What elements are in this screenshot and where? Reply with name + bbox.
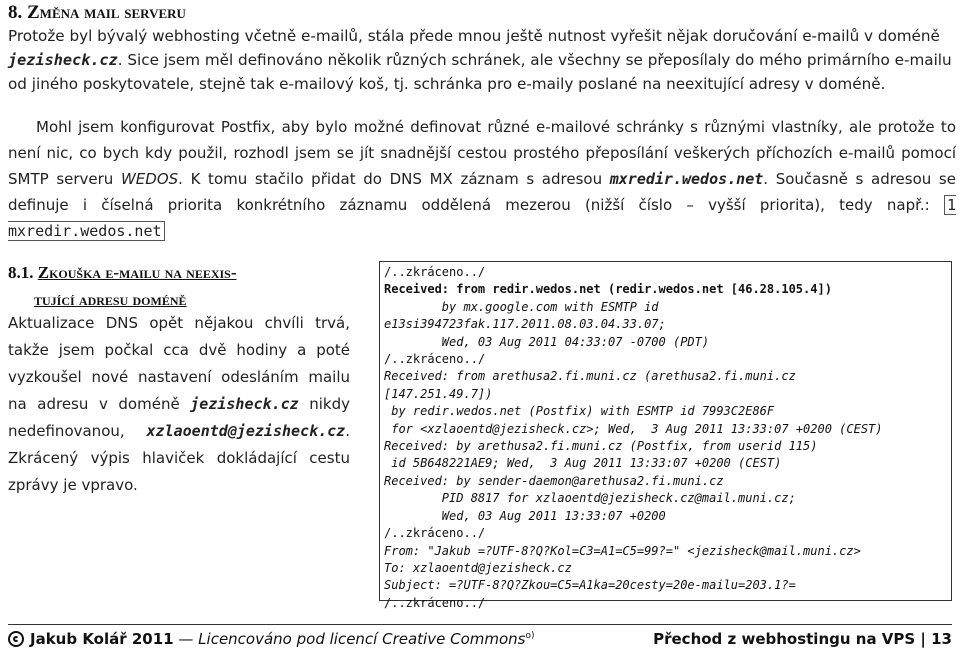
header-line: Received: from arethusa2.fi.muni.cz (arethusa2.fi.muni.cz [384, 369, 796, 384]
mx-record-example: 1 mxredir.wedos.net [8, 196, 956, 240]
config-text-3: . Současně s adresou se definuje i číselná priorita konkrétního záznamu oddělená mezerou (nižší číslo – vyšší priorita), tedy např.: [8, 170, 956, 214]
header-line: Received: from redir.wedos.net (redir.wedos.net [46.28.105.4]) [384, 282, 832, 297]
config-text-2: . K tomu stačilo přidat do DNS MX záznam s adresou [178, 170, 603, 188]
test-text-2: nikdy nedefinovanou, [8, 395, 350, 440]
email-headers-box [379, 261, 952, 610]
footer-divider [8, 624, 952, 625]
config-paragraph [8, 114, 956, 244]
footer-license: Licencováno pod licencí Creative Commons [198, 630, 526, 648]
footer-author: Jakub Kolář 2011 [30, 630, 174, 648]
header-line: Subject: =?UTF-8?Q?Zkou=C5=A1ka=20cesty=20e-mailu=203.1?= [384, 578, 796, 593]
section-heading [8, 2, 186, 24]
section-title: Změna mail serveru [27, 2, 186, 23]
test-text-1: Aktualizace DNS opět nějakou chvíli trvá, takže jsem počkal cca dvě hodiny a poté vyzkoušel nové nastavení odesláním mailu na adresu v doméně [8, 314, 350, 413]
header-line: /..zkráceno../ [384, 526, 486, 541]
header-line: /..zkráceno../ [384, 265, 486, 279]
header-line: Received: by arethusa2.fi.muni.cz (Postfix, from userid 115) [384, 439, 818, 454]
creative-commons-icon [8, 631, 24, 647]
intro-paragraph [8, 24, 952, 96]
header-line: PID 8817 for xzlaoentd@jezisheck.cz@mail.muni.cz; [384, 491, 796, 506]
intro-text-2: . Sice jsem měl definováno několik různých schránek, ale všechny se přeposílaly do mého primárního e-mailu od jiného poskytovatele, stejně tak e-mailový koš, tj. schránka pro e-maily poslané na neexitující adresy v doméně. [8, 51, 952, 93]
header-line: by redir.wedos.net (Postfix) with ESMTP id 7993C2E86F [384, 404, 775, 419]
page-footer [8, 630, 952, 652]
subsection-number: 8.1. [8, 263, 34, 282]
header-line: Wed, 03 Aug 2011 13:33:07 +0200 [384, 508, 666, 523]
header-line: id 5B648221AE9; Wed, 3 Aug 2011 13:33:07 +0200 (CEST) [384, 456, 782, 471]
header-line: /..zkráceno../ [384, 595, 486, 610]
header-line: From: "Jakub =?UTF-8?Q?Kol=C3=A1=C5=99?=" <jezisheck@mail.muni.cz> [384, 543, 861, 558]
subsection-title-line2: tující adresu doméně [34, 290, 187, 309]
test-text-3: . Zkrácený výpis hlaviček dokládající cestu zprávy je vpravo. [8, 422, 350, 494]
test-paragraph [8, 310, 350, 499]
footer-sup: o) [525, 631, 535, 641]
header-line: /..zkráceno../ [384, 352, 486, 367]
intro-domain: jezisheck.cz [8, 51, 118, 69]
test-email: xzlaoentd@jezisheck.cz [146, 422, 346, 440]
config-wedos: WEDOS [120, 170, 179, 188]
test-domain: jezisheck.cz [190, 395, 299, 413]
header-line: Wed, 03 Aug 2011 04:33:07 -0700 (PDT) [384, 334, 710, 349]
section-number: 8. [8, 2, 23, 23]
header-line: e13si394723fak.117.2011.08.03.04.33.07; [384, 317, 666, 332]
subsection-title-line1: Zkouška e-mailu na neexis- [37, 263, 237, 282]
header-line: Received: by sender-daemon@arethusa2.fi.muni.cz [384, 473, 724, 488]
header-line: [147.251.49.7]) [384, 386, 493, 401]
footer-page-info: Přechod z webhostingu na VPS | 13 [653, 630, 952, 648]
subsection-heading [8, 259, 358, 313]
header-line: by mx.google.com with ESMTP id [384, 299, 659, 314]
config-mx-host: mxredir.wedos.net [609, 170, 764, 188]
footer-left: Jakub Kolář 2011 — Licencováno pod licencí Creative Commons$^{o)}$ [8, 630, 535, 648]
config-text-1: Mohl jsem konfigurovat Postfix, aby bylo možné definovat různé e-mailové schránky s různými vlastníky, ale protože to není nic, co bych kdy použil, rozhodl jsem se jít snadnější cestou prostého přeposílání veškerých příchozích e-mailů pomocí SMTP serveru [8, 118, 956, 188]
header-line: for <xzlaoentd@jezisheck.cz>; Wed, 3 Aug 2011 13:33:07 +0200 (CEST) [384, 421, 883, 436]
intro-text-1: Protože byl bývalý webhosting včetně e-mailů, stála přede mnou ještě nutnost vyřešit nějak doručování e-mailů v doméně [8, 27, 940, 45]
header-line: To: xzlaoentd@jezisheck.cz [384, 560, 572, 575]
